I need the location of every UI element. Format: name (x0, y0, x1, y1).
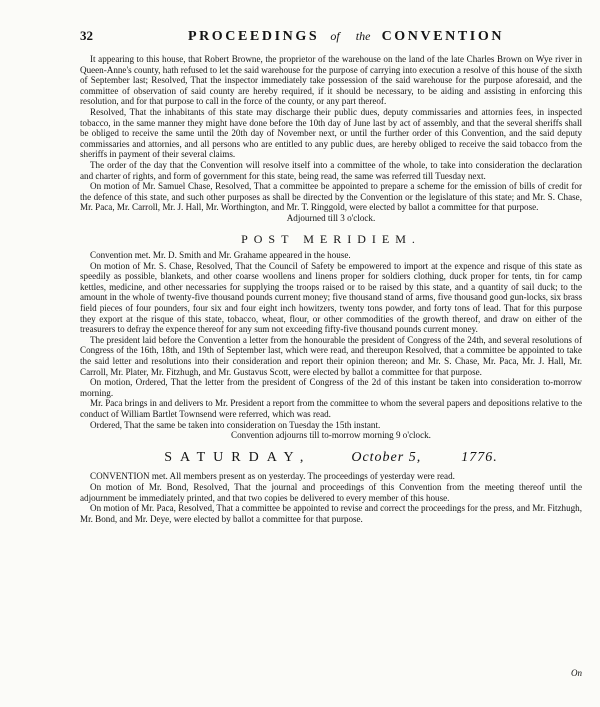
body-text (80, 54, 582, 524)
paragraph: It appearing to this house, that Robert Browne, the proprietor of the warehouse on the land of the late Charles Brown on Wye river in Queen-Anne's county, hath refused to let the said warehouse for the purpose of carrying into execution a resolve of this house of the sixth of September last; Resolved, That the inspector immediately take possession of the said warehouse for the purpose aforesaid, and the committee of observation of said county are hereby required, if it should be necessary, to be aiding and assisting in enforcing this resolution, and for that purpose to call in the force of the county, or any part thereof. (80, 54, 582, 107)
date-month-day: October 5, (351, 449, 422, 465)
section-heading-post-meridiem: POST MERIDIEM. (241, 231, 421, 246)
paragraph: On motion of Mr. Paca, Resolved, That a committee be appointed to revise and correct the proceedings for the press, and Mr. Fitzhugh, Mr. Bond, and Mr. Deye, were elected by ballot a committee for that purpose. (80, 503, 582, 524)
running-title (110, 29, 582, 45)
paragraph: The president laid before the Convention a letter from the honourable the president of Congress of the 24th, and several resolutions of Congress of the 16th, 18th, and 19th of September last, which were read, and thereupon Resolved, that a committee be appointed to take the said letter and resolutions into their consideration and report their opinion thereon; and Mr. S. Chase, Mr. Paca, Mr. J. Hall, Mr. Carroll, Mr. Plater, Mr. Fitzhugh, and Mr. Gustavus Scott, were elected by ballot a committee for that purpose. (80, 334, 582, 377)
running-title-left: PROCEEDINGS (187, 29, 320, 44)
adjournment-line: Convention adjourns till to-morrow morning 9 o'clock. (231, 430, 431, 441)
paragraph: The order of the day that the Convention will resolve itself into a committee of the whole, to take into consideration the declaration and charter of rights, and form of government for this state, being read, the same was referred till Tuesday next. (80, 159, 582, 181)
paragraph: On motion of Mr. S. Chase, Resolved, That the Council of Safety be empowered to import at the expence and risque of this state as speedily as possible, blankets, and other coarse woollens and linens proper for soldiers clothing, duck proper for tents, tin for camp kettles, medicine, and other necessaries for supplying the troops raised or to be raised by this state, and a quantity of sail duck; to the amount in the whole of twenty-five thousand pounds current money; five thousand stand of arms, five thousand good gun-locks, six brass field pieces of four pounders, four six and four eight inch howitzers, twenty tons powder, and forty tons of lead. That for this purpose they export at the risque of this state, tobacco, wheat, flour, or other commodities of the growth thereof, and draw on either of the treasurers to defray the expence thereof for any sum not exceeding fifty-five thousand pounds current money. (80, 260, 582, 335)
paragraph: On motion, Ordered, That the letter from the president of Congress of the 2d of this instant be taken into consideration to-morrow morning. (80, 377, 582, 398)
paragraph: Resolved, That the inhabitants of this state may discharge their public dues, deputy commissaries and attornies fees, in inspected tobacco, in the same manner they might have done before the 10th day of June last by act of assembly, and that the several sheriffs shall be obliged to receive the same until the 20th day of November next, or until the further order of this Convention, and the said deputy commissaries and attornies, and all persons who are entitled to any public dues, are hereby obliged to receive the said tobacco from the sheriffs in payment of their several claims. (80, 106, 582, 160)
paragraph: CONVENTION met. All members present as on yesterday. The proceedings of yesterday were read. (90, 471, 455, 482)
paragraph: Convention met. Mr. D. Smith and Mr. Grahame appeared in the house. (90, 250, 351, 261)
running-title-of: of (330, 29, 340, 43)
paragraph: Ordered, That the same be taken into consideration on Tuesday the 15th instant. (90, 419, 381, 430)
date-heading (80, 449, 582, 465)
adjournment-line: Adjourned till 3 o'clock. (286, 212, 376, 223)
page-number: 32 (80, 28, 93, 43)
running-title-right: CONVENTION (381, 29, 505, 44)
date-year: 1776. (461, 449, 498, 465)
date-day: SATURDAY, (164, 449, 312, 465)
paragraph: On motion of Mr. Samuel Chase, Resolved, That a committee be appointed to prepare a scheme for the emission of bills of credit for the defence of this state, and such other purposes as shall be directed by the Convention or the legislature of this state; and Mr. S. Chase, Mr. Paca, Mr. Carroll, Mr. J. Hall, Mr. Worthington, and Mr. T. Ringgold, were elected by ballot a committee for that purpose. (80, 181, 582, 213)
running-title-the: the (355, 29, 371, 43)
catchword: On (571, 668, 582, 678)
paragraph: Mr. Paca brings in and delivers to Mr. President a report from the committee to whom the several papers and depositions relative to the conduct of William Bartlet Townsend were referred, which was read. (80, 398, 582, 419)
paragraph: On motion of Mr. Bond, Resolved, That the journal and proceedings of this Convention from the meeting thereof until the adjournment be immediately printed, and that two copies be delivered to every member of this house. (80, 481, 582, 503)
running-header (80, 28, 582, 54)
